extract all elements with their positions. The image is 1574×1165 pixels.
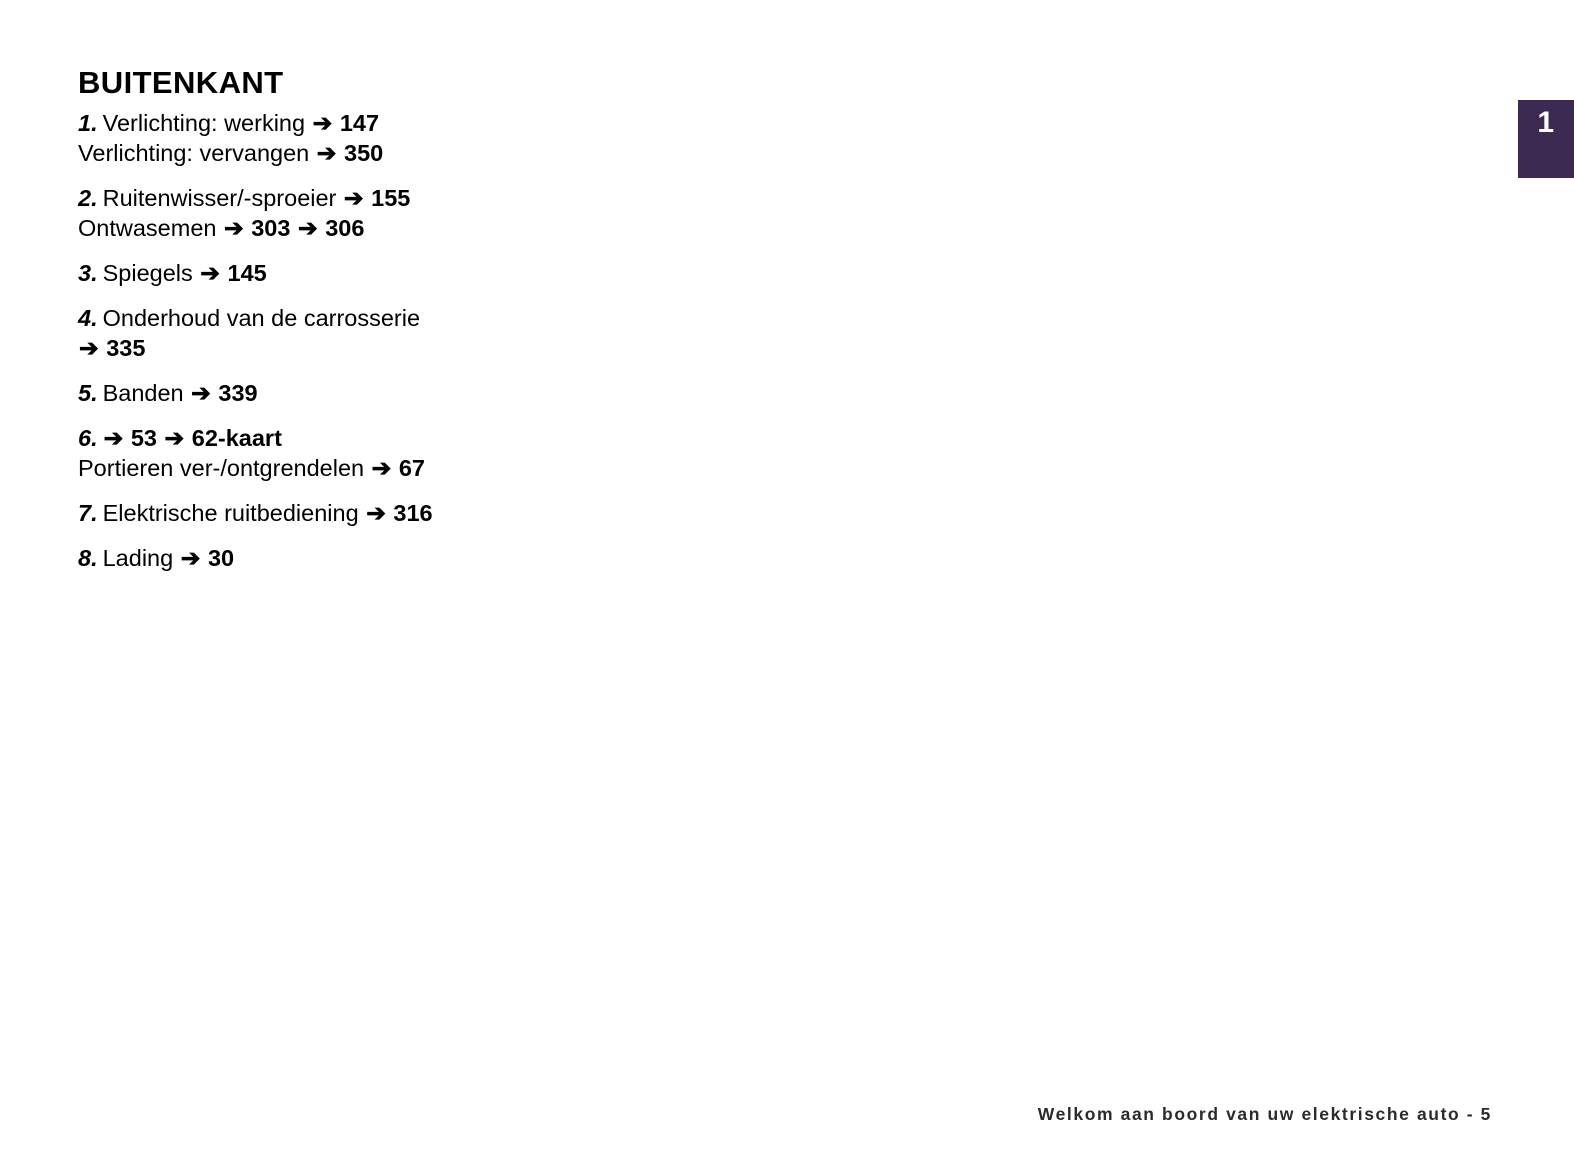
arrow-icon: ➔ xyxy=(200,260,220,286)
legend-item-number: 8. xyxy=(78,545,98,571)
legend-item-number: 1. xyxy=(78,110,98,136)
page-reference[interactable]: 147 xyxy=(339,110,380,136)
legend-item-number: 5. xyxy=(78,380,98,406)
arrow-icon: ➔ xyxy=(180,545,201,571)
arrow-icon: ➔ xyxy=(191,380,211,406)
page-reference[interactable]: 30 xyxy=(207,545,235,571)
legend-item xyxy=(78,423,918,483)
legend-item-label: Spiegels xyxy=(102,260,193,286)
page-reference[interactable]: 145 xyxy=(227,260,267,286)
legend-item xyxy=(78,303,918,363)
arrow-icon: ➔ xyxy=(312,110,333,136)
legend-item-label: Ontwasemen xyxy=(78,215,217,241)
arrow-icon: ➔ xyxy=(103,425,124,451)
legend-item-number: 2. xyxy=(78,185,98,211)
legend-item-number: 3. xyxy=(78,260,98,286)
page-reference[interactable]: 67 xyxy=(398,455,425,481)
legend-line xyxy=(78,108,918,138)
legend-item xyxy=(78,108,918,168)
page-reference[interactable]: 350 xyxy=(344,140,384,166)
page-title: BUITENKANT xyxy=(78,64,284,100)
legend-line xyxy=(78,213,918,243)
arrow-icon: ➔ xyxy=(371,455,392,481)
arrow-icon: ➔ xyxy=(297,215,318,241)
legend-item xyxy=(78,378,918,408)
legend-line xyxy=(78,423,918,453)
legend-item-number: 7. xyxy=(78,500,98,526)
legend-item xyxy=(78,258,918,288)
legend-item xyxy=(78,543,918,573)
chapter-tab xyxy=(1518,100,1574,178)
legend-line xyxy=(78,453,918,483)
legend-line xyxy=(78,303,918,333)
arrow-icon: ➔ xyxy=(164,425,185,451)
legend-item-label: Verlichting: werking xyxy=(102,110,306,136)
page-reference[interactable]: 306 xyxy=(325,215,365,241)
legend-item xyxy=(78,183,918,243)
legend-line xyxy=(78,378,918,408)
legend-item-number: 6. xyxy=(78,425,98,451)
arrow-icon: ➔ xyxy=(366,500,386,526)
legend-item-label: Portieren ver-/ontgrendelen xyxy=(78,455,365,481)
arrow-icon: ➔ xyxy=(343,185,364,211)
page-reference[interactable]: 155 xyxy=(371,185,411,211)
arrow-icon: ➔ xyxy=(316,140,337,166)
legend-line xyxy=(78,183,918,213)
page-footer: Welkom aan boord van uw elektrische auto - 5 xyxy=(1037,1104,1492,1124)
legend-item-label: Elektrische ruitbediening xyxy=(102,500,359,526)
page-reference[interactable]: 303 xyxy=(251,215,291,241)
page-reference[interactable]: 53 xyxy=(130,425,157,451)
legend-item-number: 4. xyxy=(78,305,98,331)
page-reference[interactable]: 62-kaart xyxy=(191,425,282,451)
legend-item-label: Ruitenwisser/-sproeier xyxy=(102,185,337,211)
legend-line xyxy=(78,498,918,528)
page-reference[interactable]: 335 xyxy=(106,335,146,361)
legend-line xyxy=(78,138,918,168)
arrow-icon: ➔ xyxy=(79,335,99,361)
legend-item xyxy=(78,498,918,528)
chapter-tab-number: 1 xyxy=(1537,106,1555,139)
legend-item-label: Verlichting: vervangen xyxy=(78,140,310,166)
page-reference[interactable]: 316 xyxy=(393,500,433,526)
legend-line xyxy=(78,258,918,288)
legend-item-label: Lading xyxy=(102,545,174,571)
legend-item-label: Onderhoud van de carrosserie xyxy=(102,305,421,331)
legend-list xyxy=(78,108,918,588)
arrow-icon: ➔ xyxy=(223,215,244,241)
legend-item-label: Banden xyxy=(102,380,184,406)
legend-line xyxy=(78,543,918,573)
page-reference[interactable]: 339 xyxy=(218,380,258,406)
legend-line xyxy=(78,333,918,363)
